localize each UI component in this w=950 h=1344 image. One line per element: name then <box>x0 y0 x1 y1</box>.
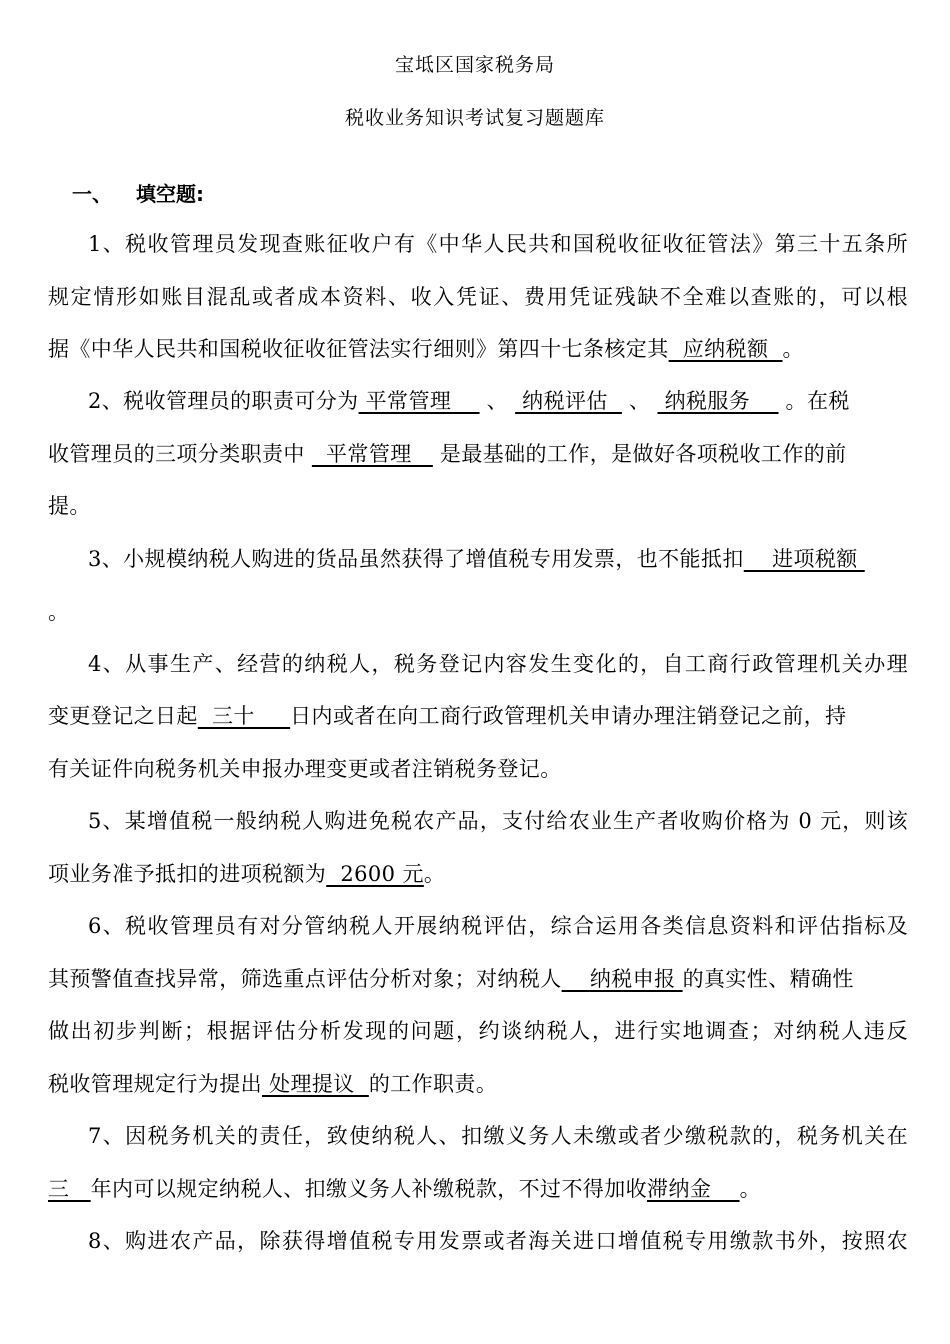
q5-line-1: 5、某增值税一般纳税人购进免税农产品，支付给农业生产者收购价格为 0 元，则该 <box>88 809 908 833</box>
q3-answer: 进项税额 <box>743 547 865 571</box>
section-label: 填空题: <box>136 182 204 206</box>
q1-end: 。 <box>782 337 804 361</box>
q6-line-3: 做出初步判断；根据评估分析发现的问题，约谈纳税人，进行实地调查；对纳税人违反 <box>48 1019 908 1043</box>
q4-line-1: 4、从事生产、经营的纳税人，税务登记内容发生变化的，自工商行政管理机关办理 <box>88 652 908 676</box>
q1-line-2: 规定情形如账目混乱或者成本资料、收入凭证、费用凭证残缺不全难以查账的，可以根 <box>48 285 908 309</box>
q7-line-1: 7、因税务机关的责任，致使纳税人、扣缴义务人未缴或者少缴税款的，税务机关在 <box>88 1124 908 1148</box>
q2-answer-3: 纳税服务 <box>657 389 779 413</box>
q3-line-2: 。 <box>48 600 70 624</box>
q2-line-2 <box>48 438 908 472</box>
q6-answer-2: 处理提议 <box>262 1072 369 1096</box>
q2-text-2: 收管理员的三项分类职责中 <box>48 442 312 466</box>
q2-text-end: 。在税 <box>778 389 850 413</box>
q7-text: 年内可以规定纳税人、扣缴义务人补缴税款，不过不得加收 <box>90 1177 648 1201</box>
q5-answer: 2600 元 <box>326 862 424 886</box>
q2-answer-2: 纳税评估 <box>515 389 622 413</box>
q1-line-3 <box>48 333 908 367</box>
q5-line-2 <box>48 858 908 892</box>
q6-text-3: 税收管理规定行为提出 <box>48 1072 262 1096</box>
q4-text-end: 日内或者在向工商行政管理机关申请办理注销登记之前，持 <box>290 704 847 728</box>
q5-text: 项业务准予抵扣的进项税额为 <box>48 862 327 886</box>
q4-line-2 <box>48 700 908 734</box>
q6-answer-1: 纳税申报 <box>561 967 683 991</box>
q6-line-1: 6、税收管理员有对分管纳税人开展纳税评估，综合运用各类信息资料和评估指标及 <box>88 914 908 938</box>
q7-line-2 <box>48 1173 908 1207</box>
q2-sep-1: 、 <box>479 389 516 413</box>
q3-line-1 <box>88 543 908 577</box>
q3-text: 3、小规模纳税人购进的货品虽然获得了增值税专用发票，也不能抵扣 <box>88 547 744 571</box>
document-subtitle: 税收业务知识考试复习题题库 <box>344 107 605 129</box>
q4-line-3: 有关证件向税务机关申报办理变更或者注销税务登记。 <box>48 757 562 781</box>
q1-text: 据《中华人民共和国税收征收征管法实行细则》第四十七条核定其 <box>48 337 669 361</box>
q2-sep-2: 、 <box>621 389 658 413</box>
q4-text: 变更登记之日起 <box>48 704 198 728</box>
q2-text: 2、税收管理员的职责可分为 <box>88 389 359 413</box>
q6-text-end: 的工作职责。 <box>368 1072 498 1096</box>
document-title: 宝坻区国家税务局 <box>394 54 555 76</box>
q6-line-2 <box>48 963 908 997</box>
q7-answer-1: 三 <box>48 1177 91 1201</box>
q1-answer: 应纳税额 <box>668 337 783 361</box>
section-number: 一、 <box>72 182 112 206</box>
q2-line-3: 提。 <box>48 494 91 518</box>
q1-line-1: 1、税收管理员发现查账征收户有《中华人民共和国税收征收征管法》第三十五条所 <box>88 232 908 256</box>
q7-answer-2: 滞纳金 <box>647 1177 740 1201</box>
q6-text: 其预警值查找异常，筛选重点评估分析对象；对纳税人 <box>48 967 562 991</box>
q7-end: 。 <box>739 1177 761 1201</box>
section-heading <box>72 178 204 207</box>
q8-line-1: 8、购进农产品，除获得增值税专用发票或者海关进口增值税专用缴款书外，按照农 <box>88 1229 908 1253</box>
q2-text-3: 是最基础的工作，是做好各项税收工作的前 <box>432 442 847 466</box>
q5-end: 。 <box>423 862 446 886</box>
q2-answer-1: 平常管理 <box>358 389 480 413</box>
q2-answer-4: 平常管理 <box>311 442 433 466</box>
q2-line-1 <box>88 385 908 419</box>
q4-answer: 三十 <box>197 704 291 728</box>
q6-text-2: 的真实性、精确性 <box>682 967 854 991</box>
q6-line-4 <box>48 1068 908 1102</box>
